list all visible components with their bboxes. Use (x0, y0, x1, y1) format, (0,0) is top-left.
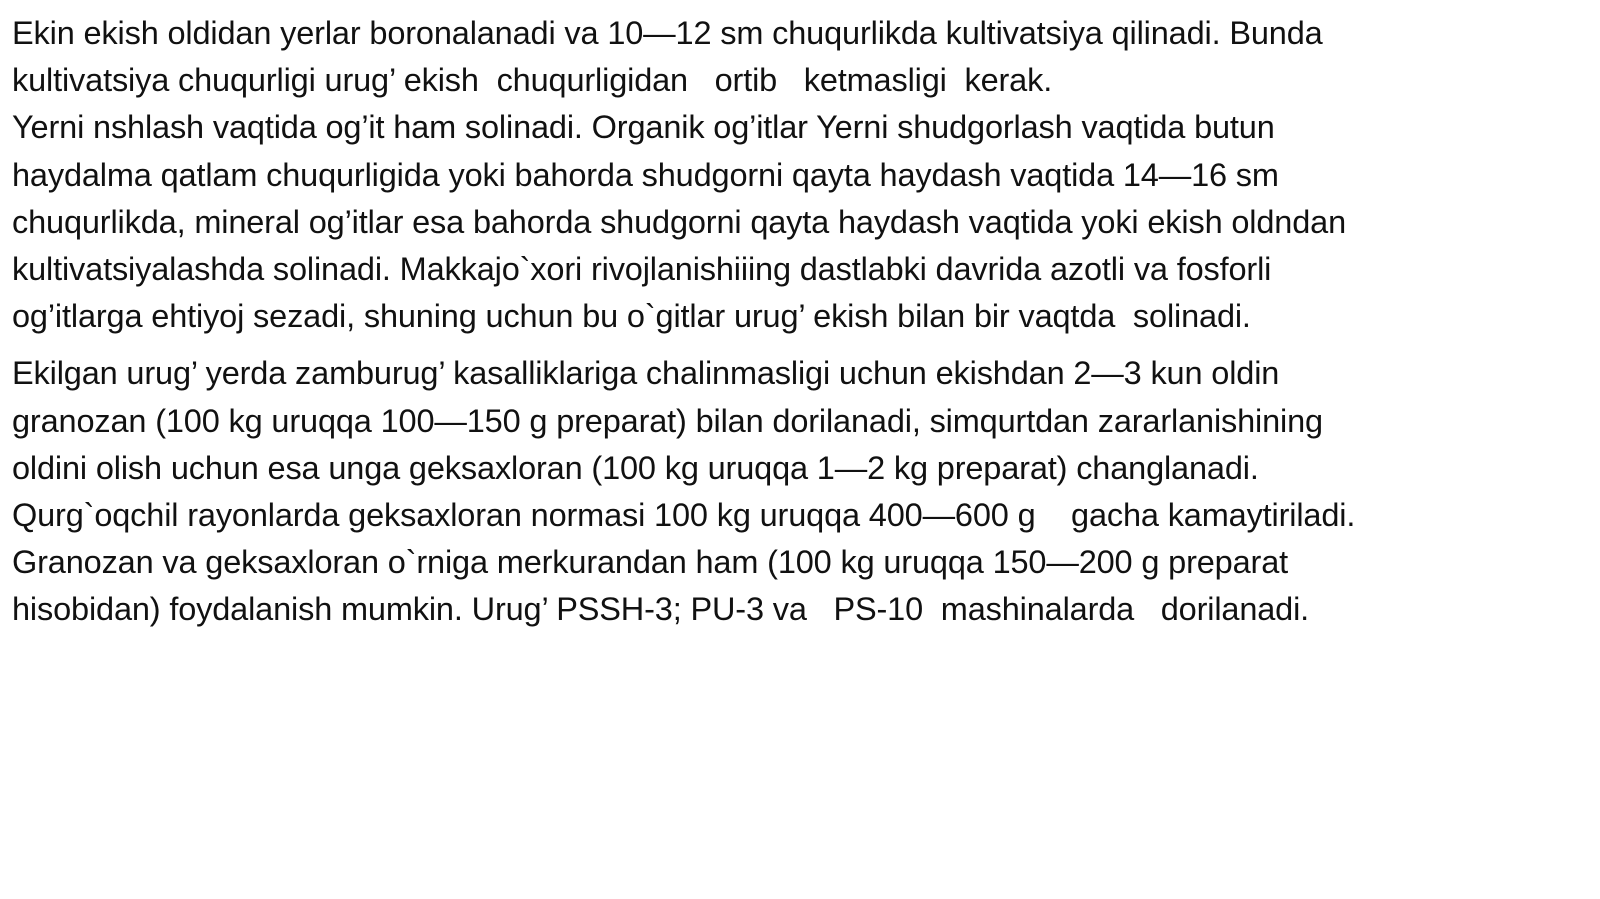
text-body (12, 10, 1592, 633)
text-line: kultivatsiyalashda solinadi. Makkajo`xori rivojlanishiiing dastlabki davrida azotli va fosforli (12, 250, 1272, 287)
text-line: Ekin ekish oldidan yerlar boronalanadi va 10—12 sm chuqurlikda kultivatsiya qilinadi. Bunda (12, 15, 1323, 51)
text-line: granozan (100 kg uruqqa 100—150 g preparat) bilan dorilanadi, simqurtdan zararlanishining (12, 402, 1323, 439)
text-line: Granozan va geksaxloran o`rniga merkurandan ham (100 kg uruqqa 150—200 g preparat (12, 544, 1288, 581)
text-line: hisobidan) foydalanish mumkin. Urug’ PSSH-3; PU-3 va PS-10 mashinalarda dorilanadi. (12, 591, 1310, 628)
text-line: kultivatsiya chuqurligi urug’ ekish chuqurligidan ortib ketmasligi kerak. (12, 62, 1053, 99)
text-line: og’itlarga ehtiyoj sezadi, shuning uchun bu o`gitlar urug’ ekish bilan bir vaqtda solinadi. (12, 298, 1251, 335)
paragraph-1 (12, 10, 1592, 340)
text-line: haydalma qatlam chuqurligida yoki bahorda shudgorni qayta haydash vaqtida 14—16 sm (12, 156, 1279, 193)
text-line: Yerni nshlash vaqtida og’it ham solinadi. Organik og’itlar Yerni shudgorlash vaqtida butun (12, 109, 1275, 146)
text-line: oldini olish uchun esa unga geksaxloran (100 kg uruqqa 1—2 kg preparat) changlanadi. (12, 449, 1259, 486)
text-line: chuqurlikda, mineral og’itlar esa bahorda shudgorni qayta haydash vaqtida yoki ekish oldndan (12, 203, 1346, 240)
paragraph-2 (12, 350, 1592, 633)
text-line: Qurg`oqchil rayonlarda geksaxloran normasi 100 kg uruqqa 400—600 g gacha kamaytiriladi. (12, 496, 1356, 533)
paragraph-spacer (12, 340, 1592, 350)
text-line: Ekilgan urug’ yerda zamburug’ kasalliklariga chalinmasligi uchun ekishdan 2—3 kun oldin (12, 355, 1280, 392)
